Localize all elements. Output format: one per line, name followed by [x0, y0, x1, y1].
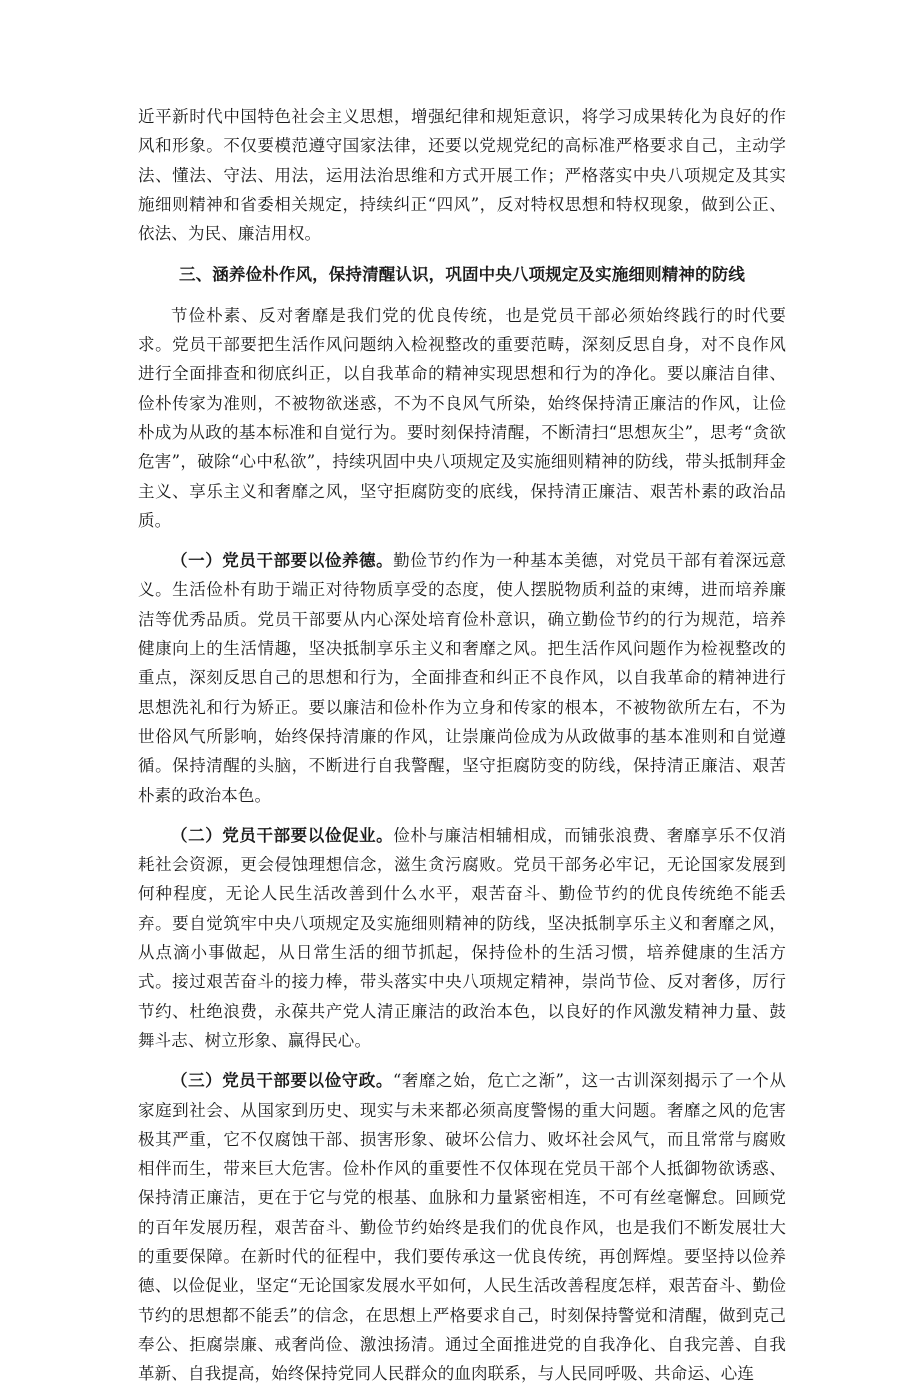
- subsection-2-lead: （二）党员干部要以俭促业。: [171, 825, 394, 845]
- subsection-1-lead: （一）党员干部要以俭养德。: [171, 551, 394, 571]
- subsection-3-body: “奢靡之始，危亡之渐”，这一古训深刻揭示了一个从家庭到社会、从国家到历史、现实与未来都必须高度警惕的重大问题。奢靡之风的危害极其严重，它不仅腐蚀干部、损害形象、破坏公信力、败坏社会风气，而且常常与腐败相伴而生，带来巨大危害。俭朴作风的重要性不仅体现在党员干部个人抵御物欲诱惑、保持清正廉洁，更在于它与党的根基、血脉和力量紧密相连，不可有丝毫懈怠。回顾党的百年发展历程，艰苦奋斗、勤俭节约始终是我们的优良作风，也是我们不断发展壮大的重要保障。在新时代的征程中，我们要传承这一优良传统，再创辉煌。要坚持以俭养德、以俭促业，坚定“无论国家发展水平如何，人民生活改善程度怎样，艰苦奋斗、勤俭节约的思想都不能丢”的信念，在思想上严格要求自己，时刻保持警觉和清醒，做到克己奉公、拒腐崇廉、戒奢尚俭、激浊扬清。通过全面推进党的自我净化、自我完善、自我革新、自我提高，始终保持党同人民群众的血肉联系，与人民同呼吸、共命运、心连: [138, 1071, 786, 1384]
- subsection-1-paragraph: [138, 546, 786, 810]
- section-heading: 三、涵养俭朴作风，保持清醒认识，巩固中央八项规定及实施细则精神的防线: [178, 265, 746, 285]
- subsection-3-paragraph: [138, 1066, 786, 1388]
- subsection-2-paragraph: [138, 821, 786, 1055]
- document-page: [138, 102, 786, 1388]
- opening-paragraph: 近平新时代中国特色社会主义思想，增强纪律和规矩意识，将学习成果转化为良好的作风和形象。不仅要模范遵守国家法律，还要以党规党纪的高标准严格要求自己，主动学法、懂法、守法、用法，运用法治思维和方式开展工作；严格落实中央八项规定及其实施细则精神和省委相关规定，持续纠正“四风”，反对特权思想和特权现象，做到公正、依法、为民、廉洁用权。: [138, 107, 786, 244]
- section-intro-paragraph: 节俭朴素、反对奢靡是我们党的优良传统，也是党员干部必须始终践行的时代要求。党员干部要把生活作风问题纳入检视整改的重要范畴，深刻反思自身，对不良作风进行全面排查和彻底纠正，以自我革命的精神实现思想和行为的净化。要以廉洁自律、俭朴传家为准则，不被物欲迷惑，不为不良风气所染，始终保持清正廉洁的作风，让俭朴成为从政的基本标准和自觉行为。要时刻保持清醒，不断清扫“思想灰尘”，思考“贪欲危害”，破除“心中私欲”，持续巩固中央八项规定及实施细则精神的防线，带头抵制拜金主义、享乐主义和奢靡之风，坚守拒腐防变的底线，保持清正廉洁、艰苦朴素的政治品质。: [138, 305, 786, 530]
- subsection-1-body: 勤俭节约作为一种基本美德，对党员干部有着深远意义。生活俭朴有助于端正对待物质享受的态度，使人摆脱物质利益的束缚，进而培养廉洁等优秀品质。党员干部要从内心深处培育俭朴意识，确立勤俭节约的行为规范，培养健康向上的生活情趣，坚决抵制享乐主义和奢靡之风。把生活作风问题作为检视整改的重点，深刻反思自己的思想和行为，全面排查和纠正不良作风，以自我革命的精神进行思想洗礼和行为矫正。要以廉洁和俭朴作为立身和传家的根本，不被物欲所左右，不为世俗风气所影响，始终保持清廉的作风，让崇廉尚俭成为从政做事的基本准则和自觉遵循。保持清醒的头脑，不断进行自我警醒，坚守拒腐防变的防线，保持清正廉洁、艰苦朴素的政治本色。: [138, 551, 787, 805]
- subsection-2-body: 俭朴与廉洁相辅相成，而铺张浪费、奢靡享乐不仅消耗社会资源，更会侵蚀理想信念，滋生贪污腐败。党员干部务必牢记，无论国家发展到何种程度，无论人民生活改善到什么水平，艰苦奋斗、勤俭节约的优良传统绝不能丢弃。要自觉筑牢中央八项规定及实施细则精神的防线，坚决抵制享乐主义和奢靡之风，从点滴小事做起，从日常生活的细节抓起，保持俭朴的生活习惯，培养健康的生活方式。接过艰苦奋斗的接力棒，带头落实中央八项规定精神，崇尚节俭、反对奢侈，厉行节约、杜绝浪费，永葆共产党人清正廉洁的政治本色，以良好的作风激发精神力量、鼓舞斗志、树立形象、赢得民心。: [138, 825, 787, 1050]
- subsection-3-lead: （三）党员干部要以俭守政。: [171, 1071, 393, 1091]
